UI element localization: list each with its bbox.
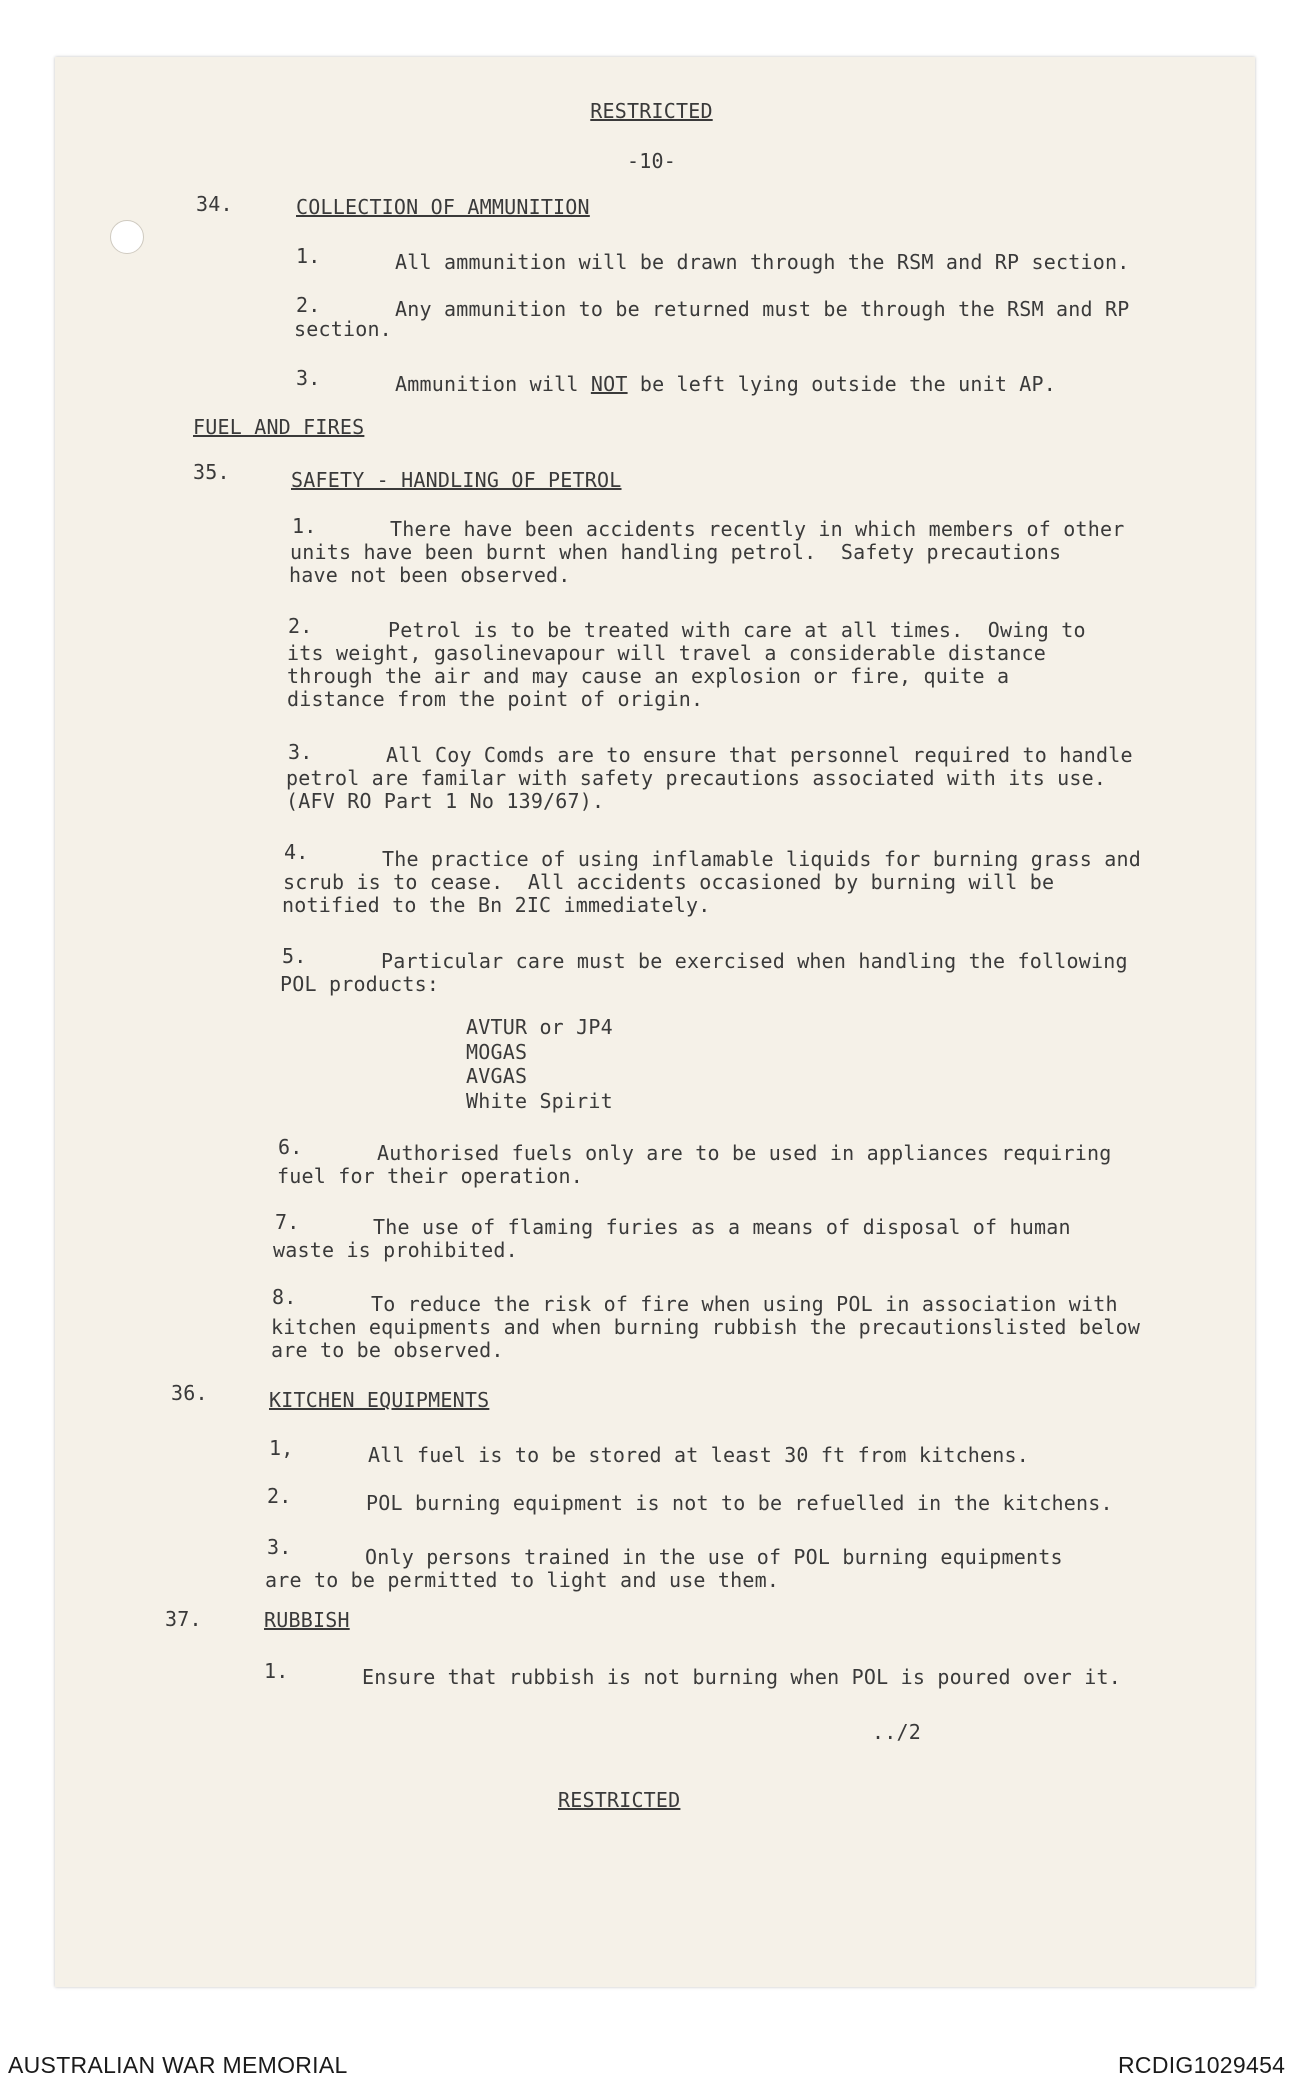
paragraph-number: 4.: [284, 840, 309, 864]
watermark-left: AUSTRALIAN WAR MEMORIAL: [8, 2052, 348, 2078]
section-number: 37.: [165, 1607, 202, 1631]
section-number: 34.: [196, 192, 233, 216]
paragraph-number: 3.: [267, 1535, 292, 1559]
paragraph-number: 3.: [288, 740, 313, 764]
classification-footer: RESTRICTED: [558, 1788, 681, 1812]
paragraph-text: Any ammunition to be returned must be through the RSM and RP: [395, 297, 1130, 321]
paragraph-text: petrol are familar with safety precautions associated with its use.: [286, 766, 1107, 790]
paragraph-text: (AFV RO Part 1 No 139/67).: [286, 789, 605, 813]
paragraph-number: 6.: [278, 1135, 303, 1159]
paragraph-number: 1.: [264, 1659, 289, 1683]
paragraph-text: fuel for their operation.: [277, 1164, 584, 1188]
paragraph-text: notified to the Bn 2IC immediately.: [282, 893, 711, 917]
paragraph-text: Only persons trained in the use of POL burning equipments: [365, 1545, 1063, 1569]
product-item: AVTUR or JP4: [466, 1015, 613, 1039]
paragraph-text: are to be observed.: [271, 1338, 504, 1362]
paragraph-text: POL burning equipment is not to be refuelled in the kitchens.: [366, 1491, 1113, 1515]
paragraph-text: scrub is to cease. All accidents occasioned by burning will be: [283, 870, 1055, 894]
paragraph-text: POL products:: [280, 972, 440, 996]
paragraph-number: 3.: [296, 366, 321, 390]
paragraph-text: All ammunition will be drawn through the RSM and RP section.: [395, 250, 1130, 274]
section-title: KITCHEN EQUIPMENTS: [269, 1388, 490, 1412]
product-item: AVGAS: [466, 1064, 528, 1088]
product-item: MOGAS: [466, 1040, 528, 1064]
paragraph-number: 1,: [269, 1436, 294, 1460]
paragraph-text: Particular care must be exercised when handling the following: [381, 949, 1128, 973]
paragraph-number: 2.: [267, 1484, 292, 1508]
paragraph-text: kitchen equipments and when burning rubbish the precautionslisted below: [271, 1315, 1141, 1339]
paragraph-text: distance from the point of origin.: [287, 687, 704, 711]
paragraph-text: Petrol is to be treated with care at all times. Owing to: [388, 618, 1086, 642]
section-title: SAFETY - HANDLING OF PETROL: [291, 468, 622, 492]
paragraph-text: its weight, gasolinevapour will travel a considerable distance: [287, 641, 1046, 665]
paragraph-number: 1.: [296, 244, 321, 268]
paragraph-number: 2.: [296, 293, 321, 317]
continuation-marker: ../2: [872, 1720, 921, 1744]
paragraph-text: units have been burnt when handling petrol. Safety precautions: [290, 540, 1062, 564]
section-title: RUBBISH: [264, 1608, 350, 1632]
watermark-right: RCDIG1029454: [1118, 2052, 1286, 2078]
paragraph-text: Authorised fuels only are to be used in appliances requiring: [377, 1141, 1112, 1165]
paragraph-text: All fuel is to be stored at least 30 ft from kitchens.: [368, 1443, 1030, 1467]
paragraph-text: All Coy Comds are to ensure that personnel required to handle: [386, 743, 1133, 767]
product-item: White Spirit: [466, 1089, 613, 1113]
paragraph-text: There have been accidents recently in which members of other: [390, 517, 1125, 541]
paragraph-text: The use of flaming furies as a means of disposal of human: [373, 1215, 1071, 1239]
paragraph-text: through the air and may cause an explosion or fire, quite a: [287, 664, 1010, 688]
paragraph-text: Ammunition will NOT be left lying outside the unit AP.: [395, 372, 1057, 396]
section-title: COLLECTION OF AMMUNITION: [296, 195, 590, 219]
page-number: -10-: [627, 149, 676, 173]
paragraph-text: The practice of using inflamable liquids for burning grass and: [382, 847, 1141, 871]
paragraph-text: section.: [294, 317, 392, 341]
paragraph-number: 7.: [275, 1210, 300, 1234]
section-number: 36.: [171, 1381, 208, 1405]
part-heading: FUEL AND FIRES: [193, 415, 365, 439]
paragraph-number: 1.: [292, 514, 317, 538]
paragraph-text: waste is prohibited.: [273, 1238, 518, 1262]
paragraph-text: To reduce the risk of fire when using POL in association with: [371, 1292, 1118, 1316]
paragraph-text: have not been observed.: [289, 563, 571, 587]
paragraph-text: Ensure that rubbish is not burning when POL is poured over it.: [362, 1665, 1121, 1689]
emphasis-not: NOT: [590, 372, 628, 396]
paragraph-number: 5.: [282, 944, 307, 968]
section-number: 35.: [193, 460, 230, 484]
paragraph-number: 2.: [288, 614, 313, 638]
paragraph-number: 8.: [272, 1285, 297, 1309]
punch-hole: [110, 220, 144, 254]
classification-header: RESTRICTED: [590, 99, 713, 123]
document-page: [55, 57, 1255, 1987]
paragraph-text: are to be permitted to light and use them.: [265, 1568, 780, 1592]
